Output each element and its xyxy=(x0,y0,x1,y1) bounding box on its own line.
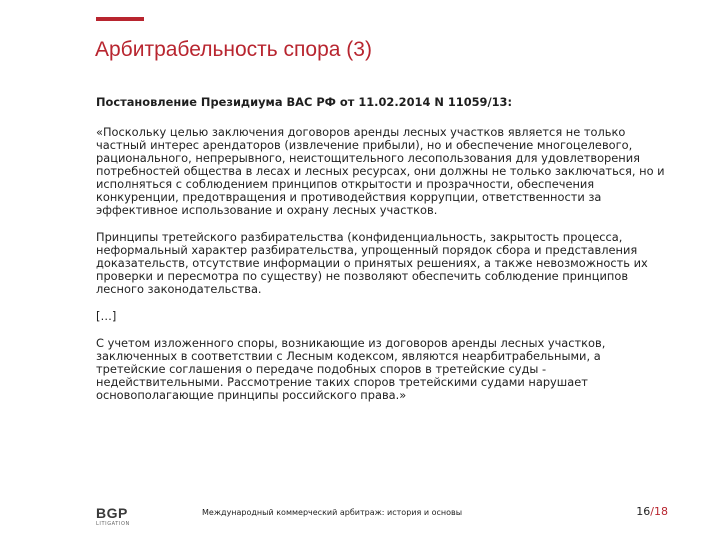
quote-paragraph-2: Принципы третейского разбирательства (конфиденциальность, закрытость процесса, неформальный характер разбирательства, упрощенный порядок сбора и представления доказательств, отсутствие информации о принятых решениях, а также невозможность их проверки и пересмотра по существу) не позволяют обеспечить соблюдение принципов лесного законодательства. xyxy=(96,230,648,296)
quote-paragraph-1: «Поскольку целью заключения договоров аренды лесных участков является не только частный интерес арендаторов (извлечение прибыли), но и обеспечение многоцелевого, рационального, непрерывного, неистощительного лесопользования для удовлетворения потребностей общества в лесах и лесных ресурсах, они должны не только заключаться, но и исполняться с соблюдением принципов открытости и прозрачности, обеспечения конкуренции, предотвращения и противодействия коррупции, ответственности за эффективное использование и охрану лесных участков. xyxy=(96,125,665,217)
footer-caption: Международный коммерческий арбитраж: история и основы xyxy=(202,508,463,517)
slide-content xyxy=(96,96,666,416)
quote-paragraph-3: С учетом изложенного споры, возникающие из договоров аренды лесных участков, заключенных в соответствии с Лесным кодексом, являются неарбитрабельными, а третейские соглашения о передаче подобных споров в третейские суды - недействительными. Рассмотрение таких споров третейскими судами нарушает основополагающие принципы российского права.» xyxy=(96,336,606,402)
page-number xyxy=(636,505,668,518)
resolution-heading: Постановление Президиума ВАС РФ от 11.02.2014 N 11059/13: xyxy=(96,95,513,109)
bgp-logo: BGP xyxy=(96,505,128,521)
page-total: 18 xyxy=(654,505,668,518)
slide-title: Арбитрабельность спора (3) xyxy=(95,38,372,61)
page-separator: / xyxy=(650,505,654,518)
page-current: 16 xyxy=(636,505,651,518)
bgp-logo-subtitle: LITIGATION xyxy=(96,521,130,527)
title-accent-bar xyxy=(96,17,144,21)
quote-ellipsis: […] xyxy=(96,309,117,323)
